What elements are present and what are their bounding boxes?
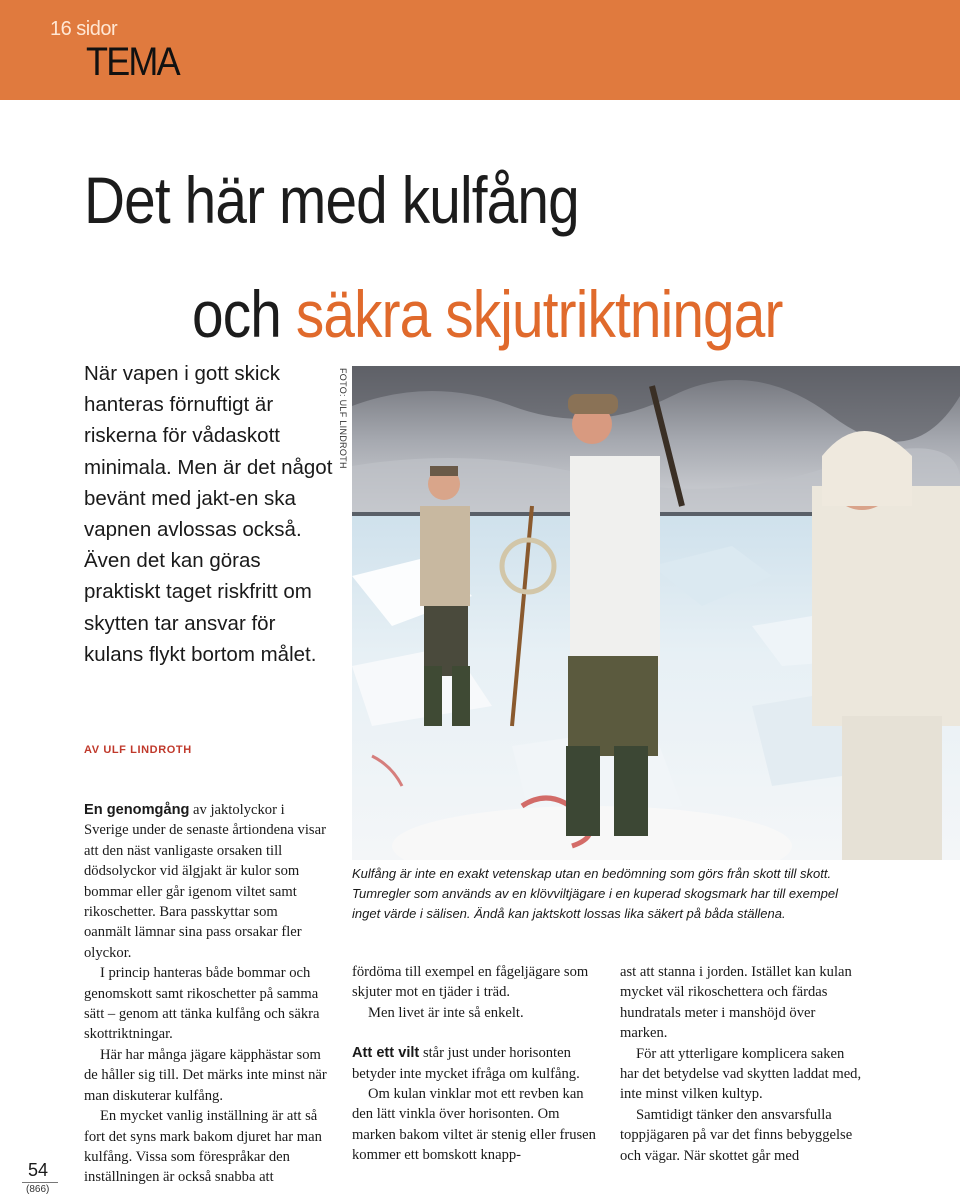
photo-credit: FOTO: ULF LINDROTH — [338, 368, 348, 469]
headline-prefix: och — [192, 277, 281, 351]
col1-paragraph-3: Här har många jägare käpphästar som de håller sig till. Det märks inte minst när man diskuterar kulfång. — [84, 1046, 327, 1104]
col3-paragraph-2: För att ytterligare komplicera saken har det betydelse vad skytten laddat med, inte minst vilken kultyp. — [620, 1045, 862, 1103]
col2-paragraph-4: Om kulan vinklar mot ett revben kan den lätt vinkla över horisonten. Om marken bakom viltet är stenig eller frusen kommer ett bomskott knapp- — [352, 1086, 596, 1164]
byline: AV ULF LINDROTH — [84, 744, 192, 756]
col3-paragraph-3: Samtidigt tänker den ansvarsfulla toppjägaren på var det finns bebyggelse och vägar. När skottet går med — [620, 1106, 853, 1164]
body-column-1 — [84, 800, 328, 1188]
header-bar — [0, 0, 960, 100]
col2-p3-text: står just under horisonten betyder inte mycket ifråga om kulfång. — [352, 1045, 580, 1082]
body-column-2 — [352, 962, 596, 1166]
section-label: TEMA — [86, 40, 179, 84]
page-number: 54 — [28, 1160, 49, 1180]
col1-paragraph-1 — [84, 800, 328, 963]
caption-line-3: inget värde i sälisen. Ändå kan jaktskott lossas lika säkert på båda ställena. — [352, 906, 786, 921]
col2-paragraph-3 — [352, 1043, 596, 1084]
caption-line-1: Kulfång är inte en exakt vetenskap utan en bedömning som görs från skott till skott. — [352, 866, 832, 881]
hunters-on-ice-photo — [352, 366, 960, 860]
col1-p1-text: av jaktolyckor i Sverige under de senaste årtiondena visar att den näst vanligaste orsaken till dödsolyckor vid älgjakt är kulor som bommar eller går igenom viltet samt rikoschetter. Bara passkyttar som oanmält lämnar sina pass orsakar fler olyckor. — [84, 802, 326, 961]
headline-line-1: Det här med kulfång — [84, 163, 579, 237]
caption-line-2: Tumregler som används av en klövviltjägare i en kuperad skogsmark har till exempel — [352, 886, 839, 901]
headline-accent: säkra skjutriktningar — [295, 277, 783, 351]
col2-lead-words: Att ett vilt — [352, 1045, 420, 1062]
col2-paragraph-2: Men livet är inte så enkelt. — [368, 1004, 524, 1021]
page-sub-number: (866) — [26, 1184, 50, 1195]
pages-label: 16 sidor — [50, 18, 118, 40]
col1-lead-words: En genomgång — [84, 802, 190, 818]
body-column-3 — [620, 962, 864, 1166]
col1-paragraph-2: I princip hanteras både bommar och genomskott samt rikoschetter på samma sätt – genom att tänka kulfång och säkra skottriktningar. — [84, 965, 320, 1043]
page-number-divider — [22, 1182, 58, 1183]
col3-paragraph-1: ast att stanna i jorden. Istället kan kulan mycket väl rikoschettera och färdas hundratals meter i manshöjd över marken. — [620, 964, 852, 1042]
col2-paragraph-1: fördöma till exempel en fågeljägare som skjuter mot en tjäder i träd. — [352, 964, 589, 1001]
lead-text: När vapen i gott skick hanteras förnuftigt är riskerna för vådaskott minimala. Men är det något bevänt med jakt-en ska vapnen avlossas också. Även det kan göras praktiskt taget riskfritt om skytten tar ansvar för kulans flykt bortom målet. — [84, 362, 333, 666]
photo-caption — [352, 864, 912, 924]
lead-paragraph — [84, 358, 334, 670]
col1-paragraph-4: En mycket vanlig inställning är att så fort det syns mark bakom djuret har man kulfång. Vissa som förespråkar den inställningen är också snabba att — [84, 1108, 322, 1186]
headline-line-2 — [192, 276, 783, 352]
